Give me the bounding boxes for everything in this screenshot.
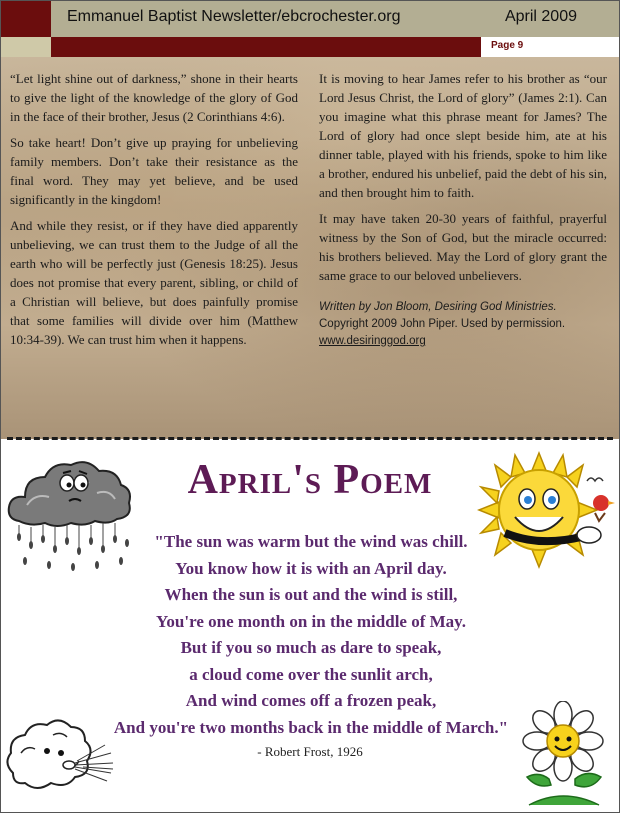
article-paragraph: So take heart! Don’t give up praying for unbelieving family members. Don’t take their resistance as the final word. They may yet believe, and be used significantly in the kingdom!	[10, 135, 298, 207]
header-sub-bar	[51, 37, 481, 57]
page-number: Page 9	[491, 40, 524, 51]
poem-title: April's Poem	[187, 457, 433, 503]
header-corner-block	[1, 1, 51, 37]
poem-line: When the sun is out and the wind is still,	[164, 585, 458, 604]
dashed-divider	[7, 437, 613, 443]
poem-line: And wind comes off a frozen peak,	[185, 691, 437, 710]
article-credit	[319, 299, 607, 350]
poem-line: You're one month on in the middle of May.	[156, 611, 466, 631]
article-column-left	[10, 69, 298, 356]
daisy-flower-icon	[509, 701, 617, 809]
article-paragraph: And while they resist, or if they have died apparently unbelieving, we can trust them to the Judge of all the earth who will be perfectly just (Genesis 18:25). Jesus does not promise that every parent, sibling, or child of a Christian will believe, but does painfully promise that some families will divide over him (Matthew 10:34-39). We can trust him when it happens.	[10, 218, 298, 347]
poem-line: a cloud come over the sunlit arch,	[189, 664, 433, 684]
wind-cloud-icon	[3, 713, 115, 809]
article-section	[1, 57, 619, 439]
poem-line: And you're two months back in the middle of March."	[113, 717, 509, 737]
article-paragraph: It may have taken 20-30 years of faithful, prayerful witness by the Son of God, but the miracle occurred: his brothers believed. May the Lord of glory grant the same grace to our beloved unbelievers.	[319, 211, 607, 283]
newsletter-date: April 2009	[504, 8, 577, 25]
credit-url-link[interactable]: www.desiringgod.org	[319, 335, 426, 347]
page-number-box	[481, 37, 619, 57]
poem-author: - Robert Frost, 1926	[257, 744, 363, 759]
poem-text	[61, 529, 561, 741]
article-paragraph: “Let light shine out of darkness,” shone in their hearts to give the light of the knowledge of the glory of God in the face of their brother, Jesus (2 Corinthians 4:6).	[10, 71, 298, 124]
newsletter-title: Emmanuel Baptist Newsletter/ebcrochester.org	[67, 8, 401, 25]
header-bar	[51, 1, 619, 37]
article-paragraph: It is moving to hear James refer to his brother as “our Lord Jesus Christ, the Lord of glory” (James 2:1). Can you imagine what this phrase meant for James? The Lord of glory had once slept beside him, ate at his dinner table, played with his friends, spoke to him like a brother, endured his unbelief, paid the debt of his sin, and then brought him to faith.	[319, 71, 607, 200]
poem-line: "The sun was warm but the wind was chill.	[154, 532, 468, 551]
poem-line: But if you so much as dare to speak,	[180, 638, 442, 657]
credit-byline: Written by Jon Bloom, Desiring God Ministries.	[319, 301, 557, 313]
header-corner-light	[1, 37, 51, 57]
credit-copyright: Copyright 2009 John Piper. Used by permission.	[319, 318, 566, 330]
poem-line: You know how it is with an April day.	[175, 558, 447, 578]
article-column-right	[319, 69, 607, 350]
